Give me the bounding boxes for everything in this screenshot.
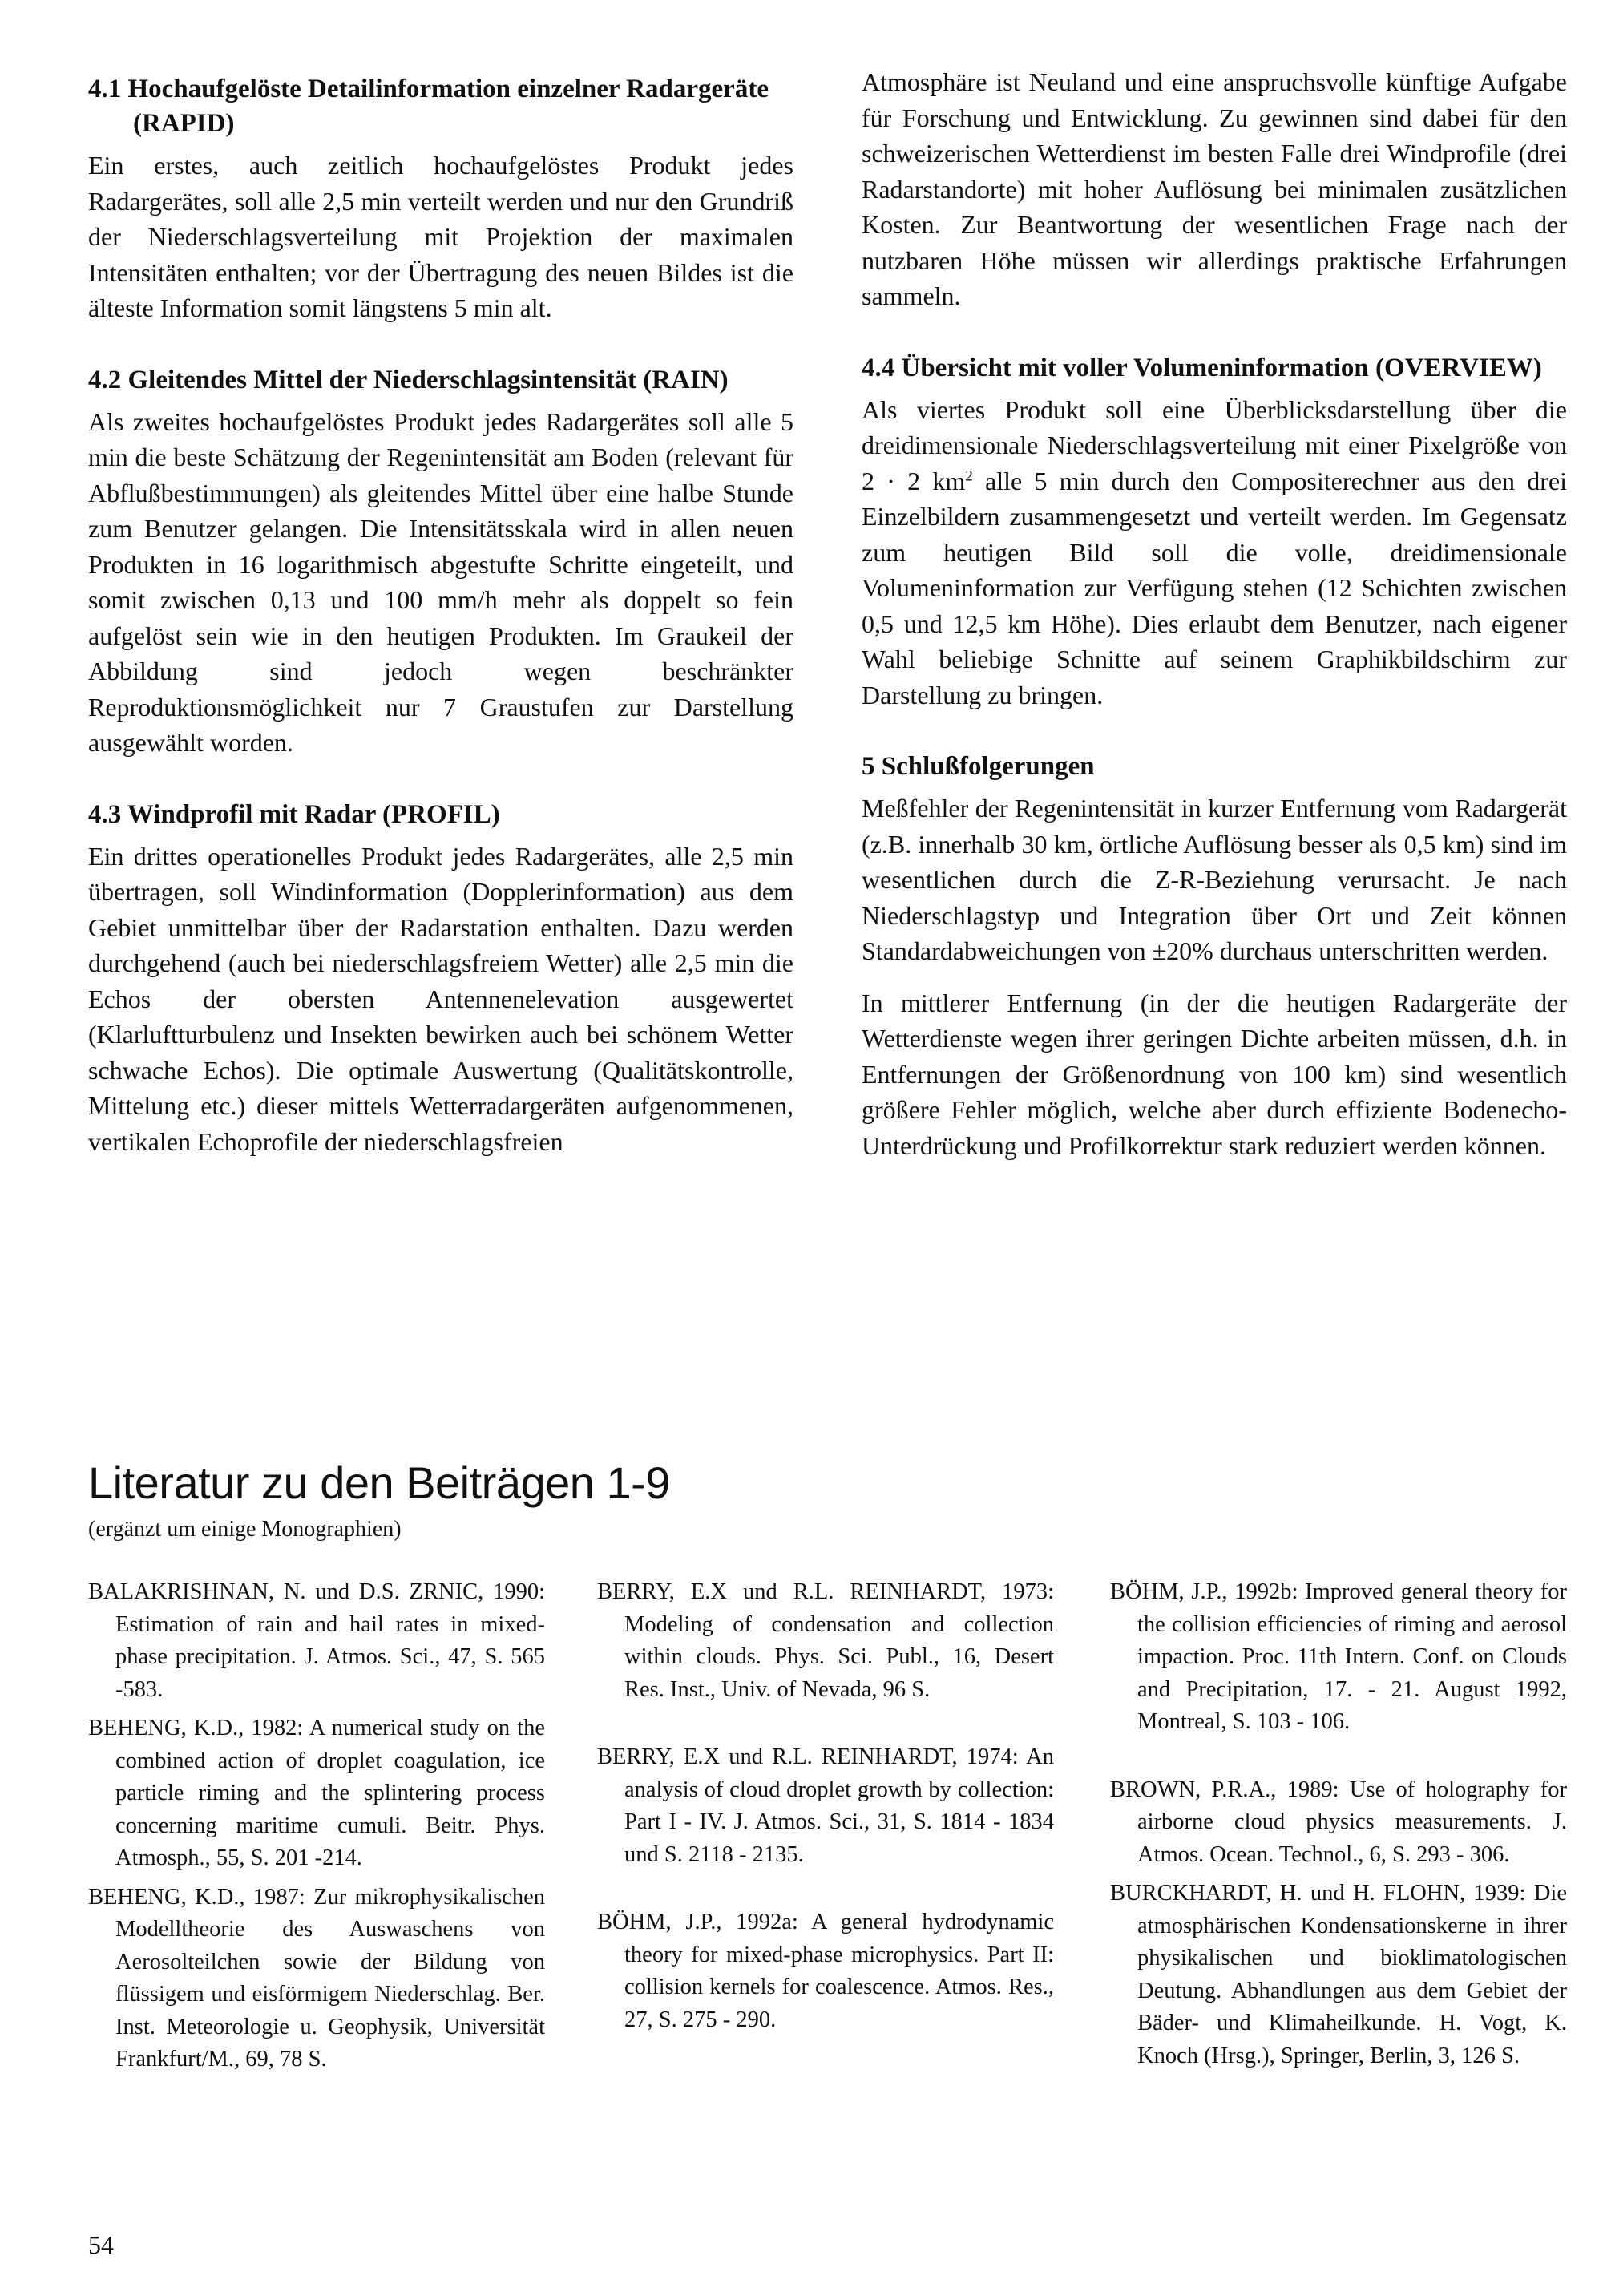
reference-entry: BURCKHARDT, H. und H. FLOHN, 1939: Die atmosphärischen Kondensationskerne in ihrer physikalischen und bioklimatologischen Deutung. Abhandlungen aus dem Gebiet der Bäder- und Klimaheilkunde. H. Vogt, K. Knoch (Hrsg.), Springer, Berlin, 3, 126 S.: [1110, 1881, 1567, 2068]
section-4-4: [862, 351, 1567, 713]
section-heading: 4.3 Windprofil mit Radar (PROFIL): [88, 799, 500, 829]
reference-column-3: [1110, 1576, 1567, 2079]
section-4-2: [88, 363, 793, 761]
section-body: Als zweites hochaufgelöstes Produkt jedes Radargerätes soll alle 5 min die beste Schätzung der Regenintensität am Boden (relevant für Abflußbestimmungen) als gleitendes Mittel über eine halbe Stunde zum Benutzer gelangen. Die Intensitätsskala wird in allen neuen Produkten in 16 logarithmisch abgestufte Schritte eingeteilt, und somit zwischen 0,13 und 100 mm/h mehr als doppelt so fein aufgelöst sein wie in den heutigen Produkten. Im Graukeil der Abbildung sind jedoch wegen beschränkter Reproduktionsmöglichkeit nur 7 Graustufen zur Darstellung ausgewählt worden.: [88, 406, 793, 757]
reference-entry: BERRY, E.X und R.L. REINHARDT, 1973: Modeling of condensation and collection within clouds. Phys. Sci. Publ., 16, Desert Res. Inst., Univ. of Nevada, 96 S.: [597, 1579, 1054, 1702]
section-4-3: [88, 798, 793, 1160]
reference-entry: BERRY, E.X und R.L. REINHARDT, 1974: An analysis of cloud droplet growth by collection: Part I - IV. J. Atmos. Sci., 31, S. 1814 - 1834 und S. 2118 - 2135.: [597, 1744, 1054, 1867]
section-body-part-2: alle 5 min durch den Compositerechner aus den drei Einzelbildern zusammengesetzt und verteilt werden. Im Gegensatz zum heutigen Bild soll die volle, dreidimensionale Volumeninformation zur Verfügung stehen (12 Schichten zwischen 0,5 und 12,5 km Höhe). Dies erlaubt dem Benutzer, nach eigener Wahl beliebige Schnitte auf seinem Graphikbildschirm zur Darstellung zu bringen.: [862, 466, 1567, 709]
section-body: Meßfehler der Regenintensität in kurzer Entfernung vom Radargerät (z.B. innerhalb 30 km, örtliche Auflösung besser als 0,5 km) sind im wesentlichen durch die Z-R-Beziehung verursacht. Je nach Niederschlagstyp und Integration über Ort und Zeit können Standardabweichungen von ±20% durchaus unterschritten werden.: [862, 794, 1567, 965]
section-4-1: [88, 72, 793, 326]
reference-entry: BALAKRISHNAN, N. und D.S. ZRNIC, 1990: Estimation of rain and hail rates in mixed-phase precipitation. J. Atmos. Sci., 47, S. 565 -583.: [88, 1579, 545, 1702]
reference-column-2: [597, 1576, 1054, 2043]
section-body: Ein drittes operationelles Produkt jedes Radargerätes, alle 2,5 min übertragen, soll Windinformation (Dopplerinformation) aus dem Gebiet unmittelbar über der Radarstation enthalten. Dazu werden durchgehend (auch bei niederschlagsfreiem Wetter) alle 2,5 min die Echos der obersten Antennenelevation ausgewertet (Klarluftturbulenz und Insekten bewirken auch bei schönem Wetter schwache Echos). Die optimale Auswertung (Qualitätskontrolle, Mittelung etc.) dieser mittels Wetterradargeräten aufgenommenen, vertikalen Echoprofile der niederschlagsfreien: [88, 841, 793, 1156]
reference-entry: BÖHM, J.P., 1992b: Improved general theory for the collision efficiencies of riming and aerosol impaction. Proc. 11th Intern. Conf. on Clouds and Precipitation, 17. - 21. August 1992, Montreal, S. 103 - 106.: [1110, 1579, 1567, 1734]
section-5: [862, 750, 1567, 1163]
right-column: [862, 64, 1567, 1200]
left-column: [88, 72, 793, 1196]
section-heading: 4.2 Gleitendes Mittel der Niederschlagsintensität (RAIN): [88, 365, 729, 394]
section-body: In mittlerer Entfernung (in der die heutigen Radargeräte der Wetterdienste wegen ihrer geringen Dichte arbeiten müssen, d.h. in Entfernungen der Größenordnung von 100 km) sind wesentlich größere Fehler möglich, welche aber durch effiziente Bodenecho-Unterdrückung und Profilkorrektur stark reduziert werden können.: [862, 988, 1567, 1160]
section-body: Ein erstes, auch zeitlich hochaufgelöstes Produkt jedes Radargerätes, soll alle 2,5 min verteilt werden und nur den Grundriß der Niederschlagsverteilung mit Projektion der maximalen Intensitäten enthalten; vor der Übertragung des neuen Bildes ist die älteste Information somit längstens 5 min alt.: [88, 151, 793, 322]
literature-subtitle: (ergänzt um einige Monographien): [88, 1517, 402, 1542]
reference-entry: BEHENG, K.D., 1982: A numerical study on the combined action of droplet coagulation, ice particle riming and the splintering process concerning maritime cumuli. Beitr. Phys. Atmosph., 55, S. 201 -214.: [88, 1716, 545, 1870]
section-body: [862, 392, 1567, 713]
literature-title: Literatur zu den Beiträgen 1-9: [88, 1457, 670, 1508]
reference-entry: BEHENG, K.D., 1987: Zur mikrophysikalischen Modelltheorie des Auswaschens von Aerosolteilchen sowie der Bildung von flüssigem und eisförmigem Niederschlag. Ber. Inst. Meteorologie u. Geophysik, Universität Frankfurt/M., 69, 78 S.: [88, 1884, 545, 2072]
section-heading: 4.1 Hochaufgelöste Detailinformation einzelner Radargeräte (RAPID): [88, 75, 769, 138]
section-body-part-1: Als viertes Produkt soll eine Überblicksdarstellung über die dreidimensionale Niederschlagsverteilung mit einer Pixelgröße von 2 · 2 km: [862, 394, 1567, 495]
reference-entry: BROWN, P.R.A., 1989: Use of holography for airborne cloud physics measurements. J. Atmos. Ocean. Technol., 6, S. 293 - 306.: [1110, 1777, 1567, 1867]
reference-column-1: [88, 1576, 545, 2083]
section-heading: 4.4 Übersicht mit voller Volumeninformation (OVERVIEW): [862, 353, 1542, 382]
superscript-exponent: 2: [965, 467, 973, 484]
page-number: 54: [88, 2230, 114, 2259]
reference-entry: BÖHM, J.P., 1992a: A general hydrodynamic theory for mixed-phase microphysics. Part II: collision kernels for coalescence. Atmos. Res., 27, S. 275 - 290.: [597, 1910, 1054, 2032]
section-4-3-continuation: Atmosphäre ist Neuland und eine anspruchsvolle künftige Aufgabe für Forschung und Entwicklung. Zu gewinnen sind dabei für den schweizerischen Wetterdienst im besten Falle drei Windprofile (drei Radarstandorte) mit hoher Auflösung bei minimalen zusätzlichen Kosten. Zur Beantwortung der wesentlichen Frage nach der nutzbaren Höhe müssen wir allerdings praktische Erfahrungen sammeln.: [862, 67, 1567, 310]
section-heading: 5 Schlußfolgerungen: [862, 752, 1095, 781]
